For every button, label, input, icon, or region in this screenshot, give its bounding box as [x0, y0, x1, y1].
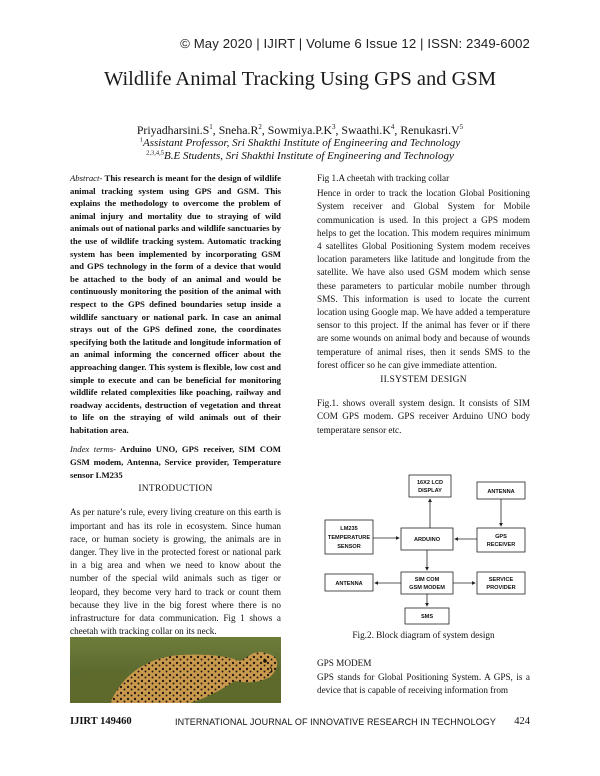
- affiliation-sup: 1: [139, 136, 143, 144]
- author-sup: 4: [390, 123, 395, 132]
- block-label: LM235: [340, 526, 358, 532]
- antenna-top-block: [477, 482, 525, 499]
- author-sup: 2: [258, 123, 262, 132]
- cheetah-image: [70, 637, 281, 703]
- right-column: [317, 172, 530, 437]
- affiliation-sup: 2,3,4,5: [146, 149, 165, 157]
- author-name: Sowmiya.P.K: [267, 123, 333, 137]
- abstract: [70, 172, 281, 436]
- block-label: SERVICE: [488, 577, 514, 583]
- gps-modem-heading: GPS MODEM: [317, 658, 372, 668]
- author-sup: 5: [459, 123, 464, 132]
- block-label: SENSOR: [337, 544, 361, 550]
- paper-title: Wildlife Animal Tracking Using GPS and GSM: [103, 68, 497, 90]
- block-label: ANTENNA: [335, 581, 363, 587]
- author-name: Swaathi.K: [341, 123, 391, 137]
- location-paragraph: Hence in order to track the location Global Positioning System receiver and Global System for Mobile communication is used. In this project a GPS modem helps to get the location. This modem requires minimum 4 satellites Global Positioning System modem receives location parameters like latitude and longitude from the satellite. We have also used GSM modem which sense these parameters to particular mobile number through SMS. This information is used to locate the current location using Google map. We have added a temperature sensor to this project. If the animal has fever or if there are some wounds on animal body and because of wounds temperature of animal rises, then it sends SMS to the forest officer so he can give immediate attention.: [317, 188, 530, 370]
- system-design-paragraph: Fig.1. shows overall system design. It consists of SIM COM GPS modem. GPS receiver Arduino UNO body temperatare sensor etc.: [317, 398, 530, 435]
- lcd-display-block: [409, 475, 451, 497]
- fig1-caption: Fig 1.A cheetah with tracking collar: [317, 173, 450, 183]
- block-label: RECEIVER: [486, 542, 516, 548]
- index-terms: [70, 443, 281, 481]
- author-name: Priyadharsini.S: [136, 123, 210, 137]
- block-label: ARDUINO: [413, 537, 441, 543]
- author-name: Sneha.R: [218, 123, 259, 137]
- author-list: $Priyadharsini.S^1$, $Sneha.R^2$, $Sowmiya.P.K^3$, $Swaathi.K^4$, $Renukasri.V^5$: [136, 123, 464, 137]
- abstract-label: Abstract-: [70, 173, 103, 183]
- cheetah-photo: [70, 637, 281, 703]
- block-label: 16X2 LCD: [416, 480, 444, 486]
- gsm-modem-block: [401, 572, 453, 594]
- block-label: ANTENNA: [487, 489, 515, 495]
- block-diagram: [317, 472, 530, 630]
- introduction-text: As per nature’s rule, every living creature on this earth is important and has its role in ecosystem. Since human race, or human society is growing, the animals are in danger. They live in the protected forest or national park in a big area and when we need to know about the number of the special wild animals such as tiger or leopard, they become very hard to track or count them because they live in the big forest where there is no infrastructure for data communication. Fig 1 shows a cheetah with tracking collar on its neck.: [70, 507, 281, 637]
- gps-receiver-block: [477, 528, 525, 552]
- lm235-sensor-block: [325, 520, 373, 554]
- index-terms-label: Index terms-: [70, 444, 116, 455]
- block-label: GPS: [495, 534, 507, 540]
- fig2-caption: Fig.2. Block diagram of system design: [352, 630, 495, 640]
- footer-paper-id: IJIRT 149460: [70, 716, 132, 727]
- abstract-text: This research is meant for the design of wildlife animal tracking system using GPS and GSM. This explains the methodology to overcome the problem of animal injury and mortality due to straying of wild animals out of national parks and wildlife sanctuaries by the use of wildlife tracking system. Automatic tracking system has been implemented by incorporating GSM and GPS technology in the form of a device that would be attached to the body of an animal and would be continuously monitoring the position of the animal with respect to the GPS defined boundaries setup inside a wildlife sanctuary or national park. In case an animal strays out of the GPS defined zone, the coordinates specifying both the latitude and longitude information of an animal informing the concerned officer about the approaching danger. This system is flexible, low cost and simple to execute and can be beneficial for monitoring wildlife related complexities like poaching, railway and roadway accidents, destruction of vegetation and threat to life on the straying of wild animals out of their habitation area.: [70, 173, 281, 435]
- block-label: SMS: [420, 614, 434, 620]
- antenna-bottom-block: [325, 574, 373, 591]
- affiliation-text: Assistant Professor, Sri Shakthi Institute of Engineering and Technology: [142, 137, 461, 149]
- block-label: PROVIDER: [486, 585, 516, 591]
- author-sup: 3: [332, 123, 336, 132]
- affiliation-text: B.E Students, Sri Shakthi Institute of Engineering and Technology: [164, 150, 454, 162]
- index-terms-text: Arduino UNO, GPS receiver, SIM COM GSM modem, Antenna, Service provider, Temperature sensor LM235: [70, 444, 281, 480]
- affiliation-2: [0, 150, 600, 162]
- gps-modem-text: GPS stands for Global Positioning System. A GPS, is a device that is capable of receiving information from: [317, 672, 530, 696]
- block-label: TEMPERATURE: [327, 535, 371, 541]
- introduction-heading: INTRODUCTION: [138, 484, 213, 495]
- block-label: GSM MODEM: [409, 585, 445, 591]
- author-name: Renukasri.V: [400, 123, 460, 137]
- author-sup: 1: [209, 123, 213, 132]
- system-design-heading: II.SYSTEM DESIGN: [380, 375, 467, 386]
- page-number: 424: [514, 716, 530, 727]
- arduino-block: [401, 528, 453, 550]
- journal-issue-line: © May 2020 | IJIRT | Volume 6 Issue 12 | ISSN: 2349-6002: [180, 36, 530, 51]
- footer-journal-name: INTERNATIONAL JOURNAL OF INNOVATIVE RESEARCH IN TECHNOLOGY: [175, 717, 497, 727]
- block-label: DISPLAY: [418, 488, 442, 494]
- sms-block: [405, 608, 449, 624]
- service-provider-block: [477, 572, 525, 594]
- left-column: [70, 172, 281, 638]
- affiliation-1: [0, 137, 600, 149]
- block-label: SIM COM: [414, 577, 440, 583]
